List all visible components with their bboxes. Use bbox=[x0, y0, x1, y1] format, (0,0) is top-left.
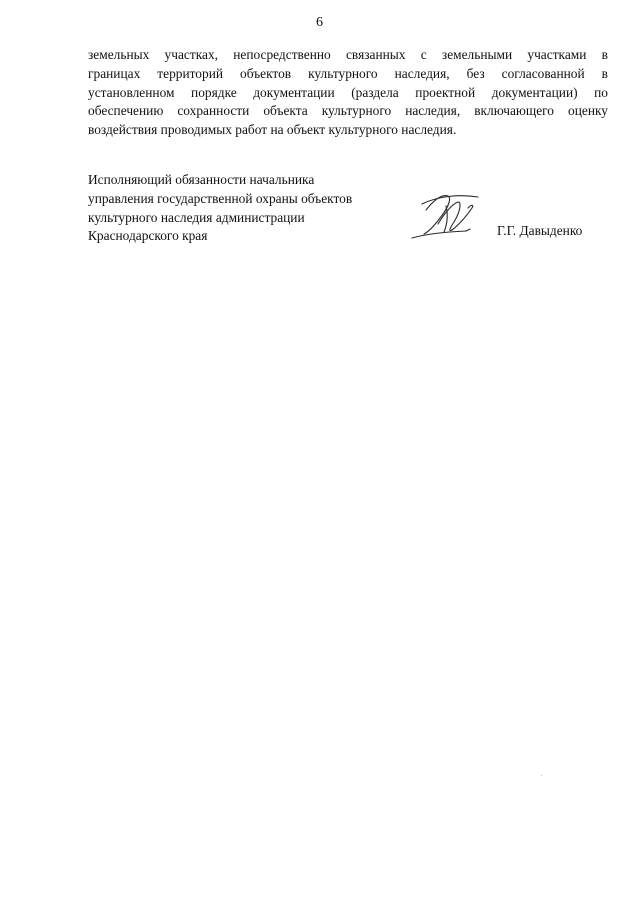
position-line: Исполняющий обязанности начальника bbox=[88, 172, 315, 187]
page-number: 6 bbox=[316, 15, 323, 30]
body-line: земельных участках, непосредственно связанных с земельными участками в bbox=[88, 47, 608, 62]
signer-name: Г.Г. Давыденко bbox=[497, 223, 583, 238]
handwritten-signature bbox=[408, 184, 486, 242]
body-line: обеспечению сохранности объекта культурного наследия, включающего оценку bbox=[88, 103, 608, 119]
signatory-position bbox=[88, 171, 388, 246]
scan-speck bbox=[541, 775, 542, 776]
position-line: культурного наследия администрации bbox=[88, 209, 305, 225]
position-line: Краснодарского края bbox=[88, 228, 208, 244]
position-line: управления государственной охраны объектов bbox=[88, 190, 353, 206]
body-paragraph bbox=[88, 46, 608, 140]
body-line: воздействия проводимых работ на объект культурного наследия. bbox=[88, 122, 457, 138]
body-line: установленном порядке документации (раздела проектной документации) по bbox=[88, 84, 608, 100]
body-line: границах территорий объектов культурного наследия, без согласованной в bbox=[88, 65, 608, 81]
